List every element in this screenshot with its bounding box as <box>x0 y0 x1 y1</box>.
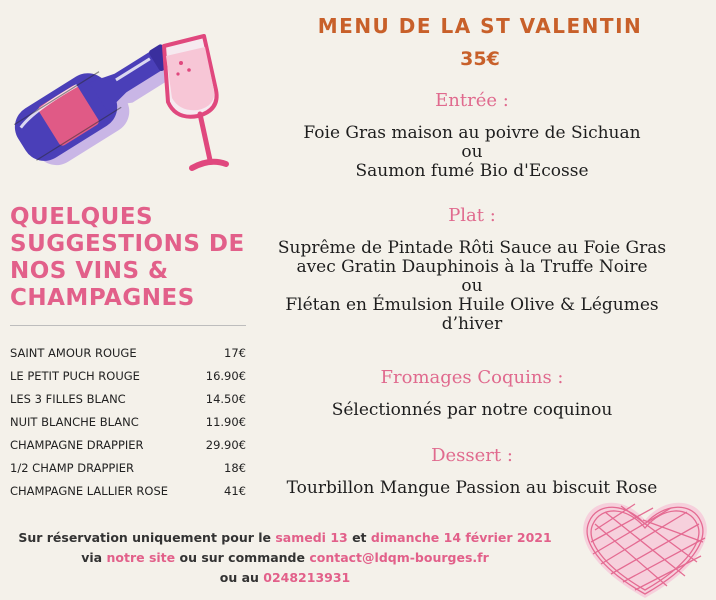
footer-date-saturday: samedi 13 <box>275 530 348 545</box>
website-link[interactable]: notre site <box>106 550 176 565</box>
entree-option-2: Saumon fumé Bio d'Ecosse <box>355 161 589 181</box>
wine-list <box>10 346 246 507</box>
wine-row <box>10 346 246 369</box>
plat-option-1b: avec Gratin Dauphinois à la Truffe Noire <box>296 257 648 277</box>
wine-price: 17€ <box>224 346 246 360</box>
heart-scribble-icon <box>575 490 716 600</box>
plat-or: ou <box>461 276 483 296</box>
entree-option-1: Foie Gras maison au poivre de Sichuan <box>303 123 641 143</box>
fromages-heading: Fromages Coquins : <box>380 367 564 388</box>
footer-date-sunday: dimanche 14 février 2021 <box>370 530 552 545</box>
wine-name: SAINT AMOUR ROUGE <box>10 346 137 360</box>
entree-heading: Entrée : <box>435 90 509 111</box>
footer-text: et <box>347 530 371 545</box>
phone-link[interactable]: 0248213931 <box>263 570 351 585</box>
wine-name: NUIT BLANCHE BLANC <box>10 415 139 429</box>
menu-price: 35€ <box>460 48 500 70</box>
wine-price: 14.50€ <box>205 392 246 406</box>
wine-illustration <box>0 0 250 200</box>
footer-line-3 <box>0 570 570 585</box>
entree-or: ou <box>461 142 483 162</box>
email-link[interactable]: contact@ldqm-bourges.fr <box>309 550 489 565</box>
fromages-option: Sélectionnés par notre coquinou <box>331 400 613 420</box>
wine-price: 11.90€ <box>205 415 246 429</box>
wine-name: 1/2 CHAMP DRAPPIER <box>10 461 134 475</box>
wine-row <box>10 392 246 415</box>
footer-text: via <box>81 550 107 565</box>
dessert-option: Tourbillon Mangue Passion au biscuit Rose <box>286 478 658 498</box>
wine-price: 41€ <box>224 484 246 498</box>
champagne-glass-icon <box>164 36 226 168</box>
wines-divider <box>10 325 246 326</box>
wine-row <box>10 369 246 392</box>
wine-row <box>10 461 246 484</box>
wines-title: QUELQUES SUGGESTIONS DE NOS VINS & CHAMPAGNES <box>10 204 245 311</box>
wine-price: 16.90€ <box>205 369 246 383</box>
footer-text: Sur réservation uniquement pour le <box>18 530 276 545</box>
plat-option-2: Flétan en Émulsion Huile Olive & Légumes <box>285 295 659 315</box>
footer-line-2 <box>0 550 570 565</box>
section-entree <box>262 90 682 181</box>
menu-title: MENU DE LA ST VALENTIN <box>317 14 643 38</box>
wine-name: CHAMPAGNE DRAPPIER <box>10 438 144 452</box>
footer-text: ou sur commande <box>175 550 310 565</box>
plat-option-2b: d’hiver <box>441 314 503 334</box>
wine-price: 18€ <box>224 461 246 475</box>
wine-row <box>10 438 246 461</box>
wine-name: CHAMPAGNE LALLIER ROSE <box>10 484 169 498</box>
footer-line-1 <box>0 530 570 545</box>
wine-row <box>10 484 246 507</box>
wine-row <box>10 415 246 438</box>
wine-name: LE PETIT PUCH ROUGE <box>10 369 140 383</box>
wine-name: LES 3 FILLES BLANC <box>10 392 126 406</box>
plat-option-1: Suprême de Pintade Rôti Sauce au Foie Gras <box>277 238 667 258</box>
section-fromages <box>262 367 682 420</box>
dessert-heading: Dessert : <box>431 445 513 466</box>
wine-bottle-icon <box>7 29 189 178</box>
plat-heading: Plat : <box>448 205 496 226</box>
wine-price: 29.90€ <box>205 438 246 452</box>
section-plat <box>262 205 682 334</box>
footer-text: ou au <box>219 570 264 585</box>
